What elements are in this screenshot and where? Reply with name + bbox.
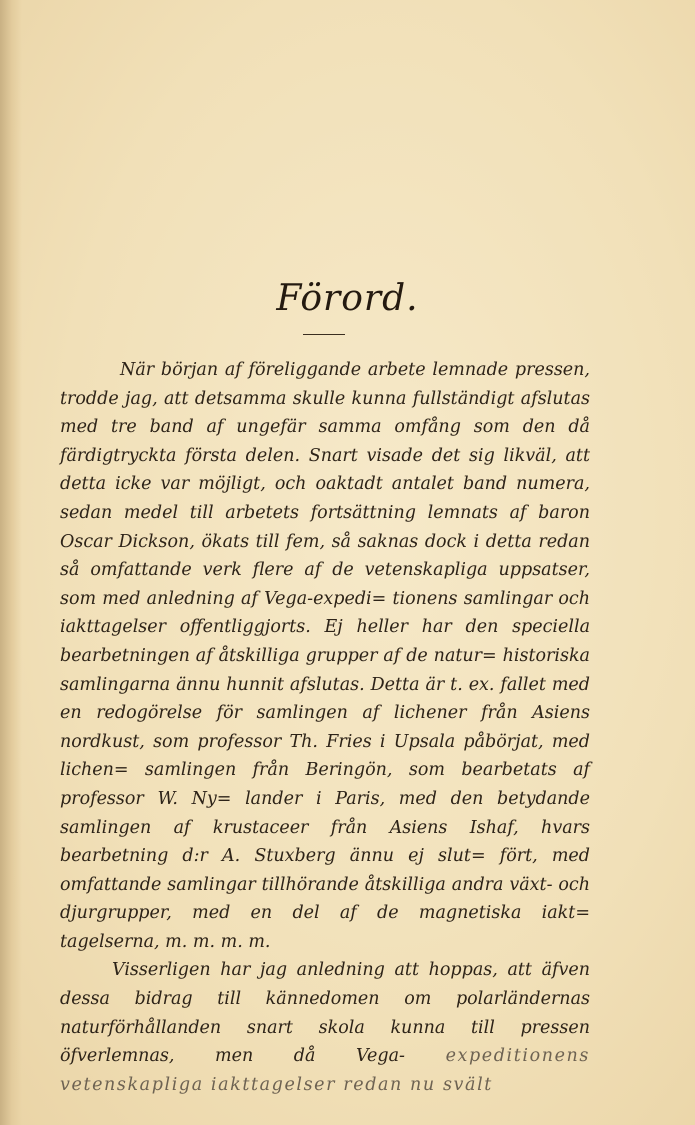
paragraph-second [60, 956, 590, 1099]
page-gutter-shadow [0, 0, 22, 1125]
paragraph-first: När början af föreliggande arbete lemnade pressen, trodde jag, att detsamma skulle kunna fullständigt afslutas med tre band af ungefär samma omfång som den då färdigtryckta första delen. Snart visade det sig likväl, att detta icke var möjligt, och oaktadt antalet band numera, sedan medel till arbetets fortsättning lemnats af baron Oscar Dickson, ökats till fem, så saknas dock i detta redan så omfattande verk flere af de vetenskapliga uppsatser, som med anledning af Vega-expedi= tionens samlingar och iakttagelser offentliggjorts. Ej heller har den speciella bearbetningen af åtskilliga grupper af de natur= historiska samlingarna ännu hunnit afslutas. Detta är t. ex. fallet med en redogörelse för samlingen af lichener från Asiens nordkust, som professor Th. Fries i Upsala påbörjat, med lichen= samlingen från Beringön, som bearbetats af professor W. Ny= lander i Paris, med den betydande samlingen af krustaceer från Asiens Ishaf, hvars bearbetning d:r A. Stuxberg ännu ej slut= fört, med omfattande samlingar tillhörande åtskilliga andra växt- och djurgrupper, med en del af de magnetiska iakt= tagelserna, m. m. m. m. [60, 360, 590, 952]
page-title: Förord. [276, 278, 419, 319]
paragraph-second-faded-line: expeditionens vetenskapliga iakttagelser redan nu svält [60, 1046, 590, 1095]
title-rule-divider [303, 334, 345, 335]
paragraph-second-text: Visserligen har jag anledning att hoppas, att äfven dessa bidrag till kännedomen om polarländernas naturförhållanden snart skola kunna till pressen öfverlemnas, men då Vega- [60, 960, 590, 1067]
preface-body [60, 356, 590, 1099]
